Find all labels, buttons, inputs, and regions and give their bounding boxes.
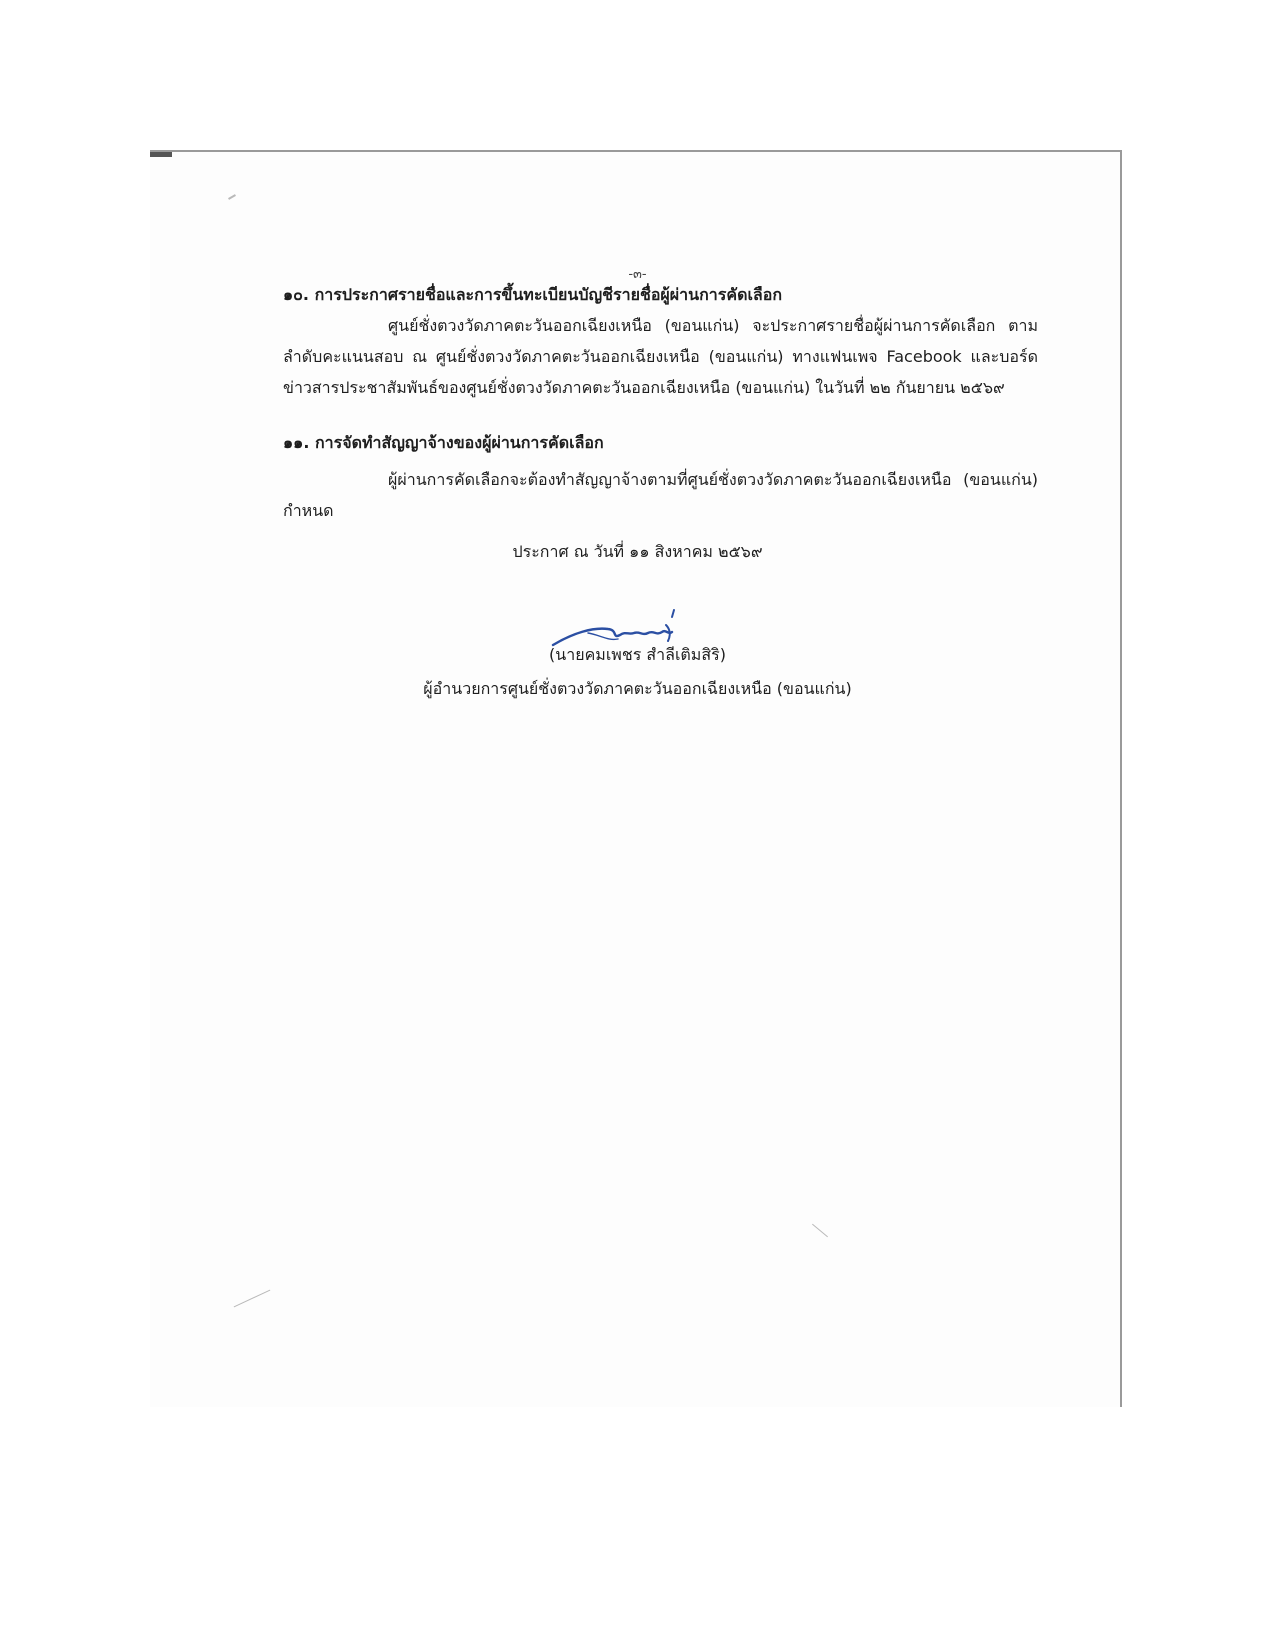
section-11 bbox=[283, 430, 1038, 526]
section-10 bbox=[283, 282, 1038, 403]
signatory-name: (นายคมเพชร สำลีเติมสิริ) bbox=[549, 645, 726, 664]
section-10-heading: ๑๐. การประกาศรายชื่อและการขึ้นทะเบียนบัญชีรายชื่อผู้ผ่านการคัดเลือก bbox=[283, 285, 783, 304]
scan-edge-mark bbox=[150, 152, 172, 157]
page-number: -๓- bbox=[628, 267, 647, 282]
announcement-date: ประกาศ ณ วันที่ ๑๑ สิงหาคม ๒๕๖๙ bbox=[512, 542, 763, 561]
section-11-heading: ๑๑. การจัดทำสัญญาจ้างของผู้ผ่านการคัดเลือก bbox=[283, 433, 604, 452]
section-11-body: ผู้ผ่านการคัดเลือกจะต้องทำสัญญาจ้างตามที่ศูนย์ชั่งตวงวัดภาคตะวันออกเฉียงเหนือ (ขอนแก่น) กำหนด bbox=[283, 470, 1038, 520]
section-10-body: ศูนย์ชั่งตวงวัดภาคตะวันออกเฉียงเหนือ (ขอนแก่น) จะประกาศรายชื่อผู้ผ่านการคัดเลือก ตามลำดับคะแนนสอบ ณ ศูนย์ชั่งตวงวัดภาคตะวันออกเฉียงเหนือ (ขอนแก่น) ทางแฟนเพจ Facebook และบอร์ดข่าวสารประชาสัมพันธ์ของศูนย์ชั่งตวงวัดภาคตะวันออกเฉียงเหนือ (ขอนแก่น) ในวันที่ ๒๒ กันยายน ๒๕๖๙ bbox=[283, 316, 1038, 397]
signatory-position: ผู้อำนวยการศูนย์ชั่งตวงวัดภาคตะวันออกเฉียงเหนือ (ขอนแก่น) bbox=[423, 679, 852, 698]
